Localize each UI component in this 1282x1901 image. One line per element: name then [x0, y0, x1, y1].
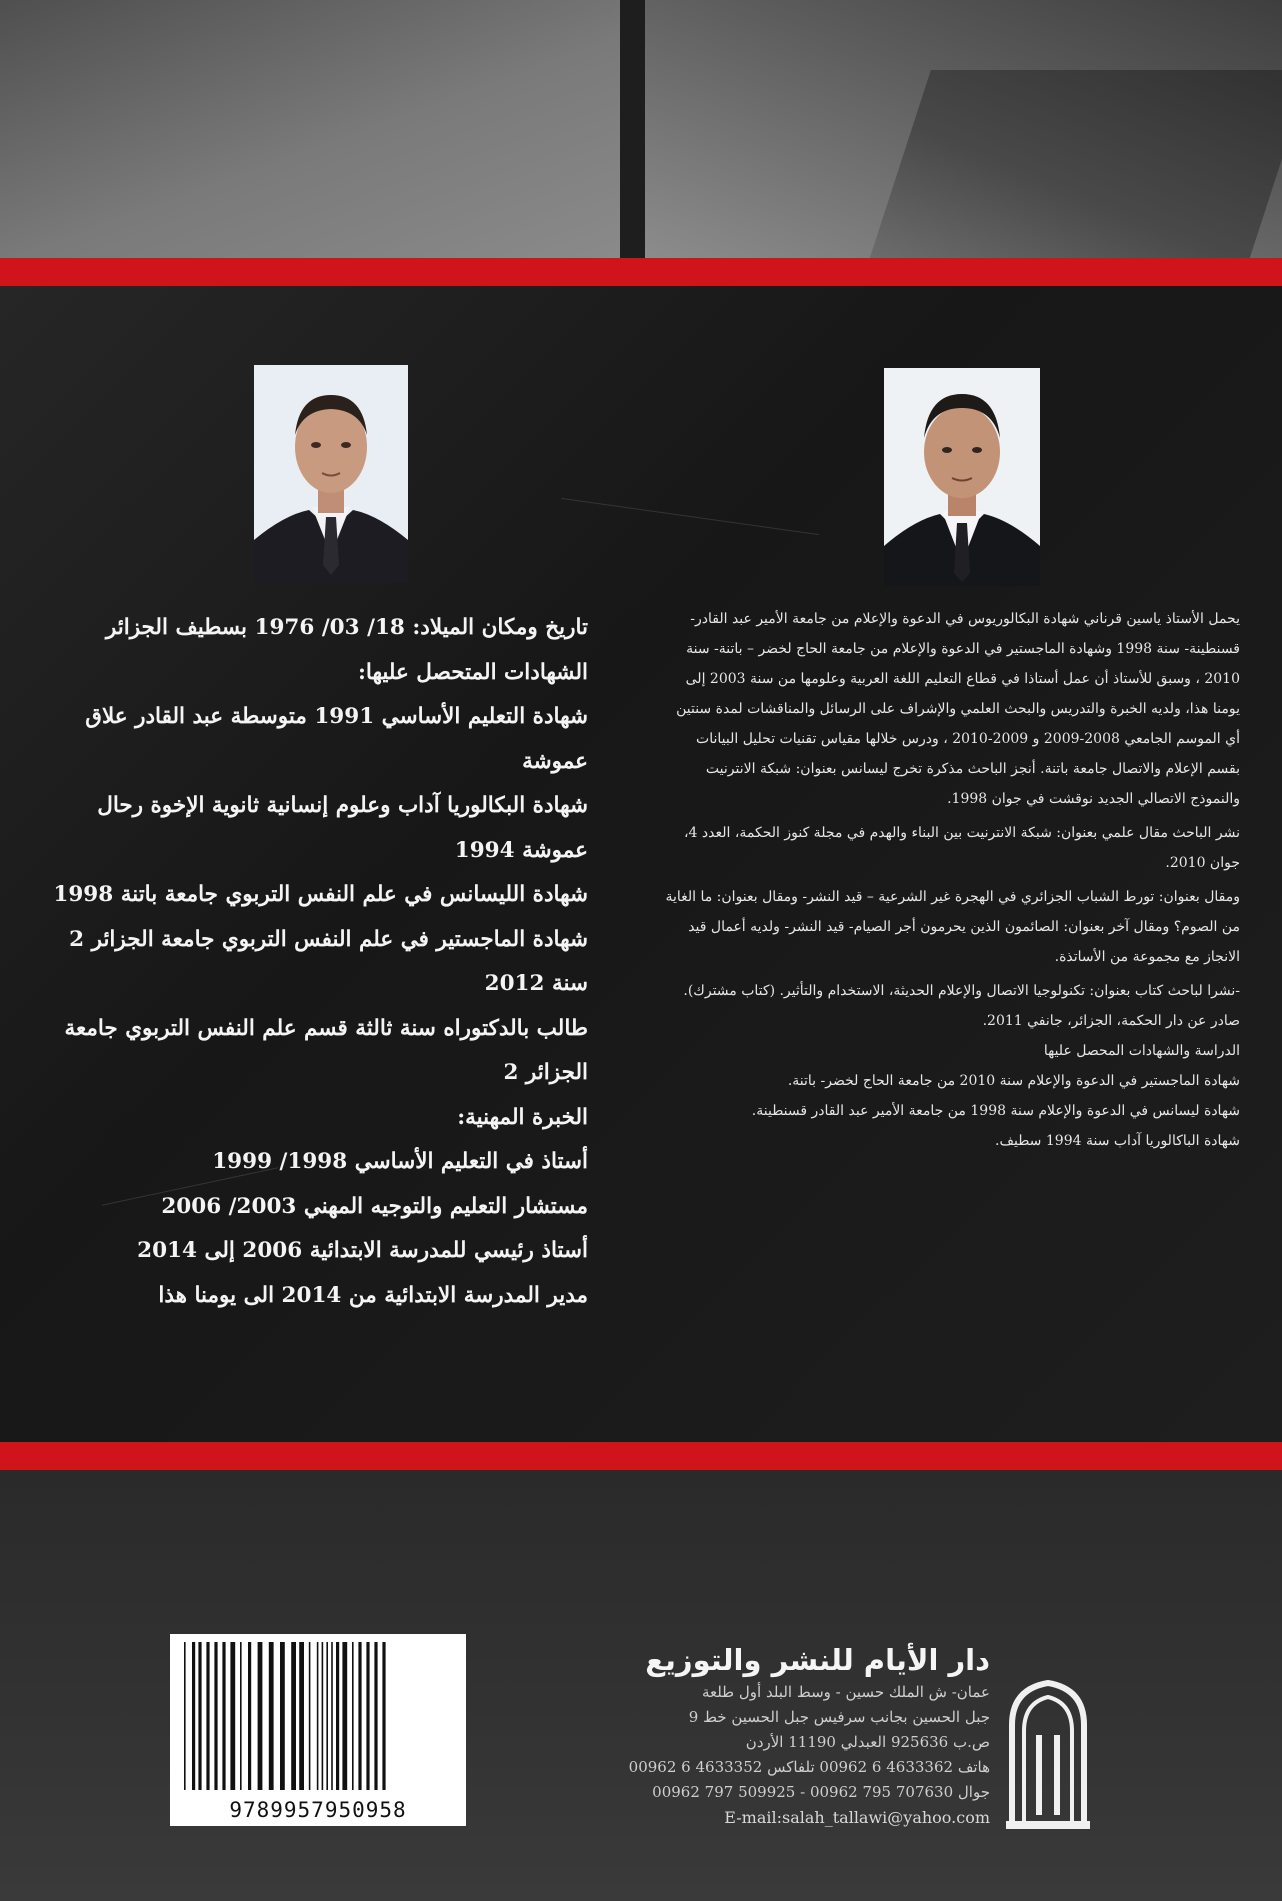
- top-photo-machine-shape: [869, 70, 1282, 260]
- barcode-bars: [170, 1634, 466, 1794]
- barcode-bar: [342, 1642, 347, 1790]
- portrait-left-author: [254, 365, 408, 583]
- barcode-digits: 9789957950958: [229, 1798, 407, 1822]
- barcode-bar: [366, 1642, 369, 1790]
- barcode-bar: [322, 1642, 324, 1790]
- barcode-bar: [214, 1642, 217, 1790]
- bio-line: شهادة التعليم الأساسي 1991 متوسطة عبد القادر علاق: [85, 704, 588, 729]
- bio-line: أستاذ في التعليم الأساسي 1998/ 1999: [212, 1149, 588, 1174]
- bio-line: أستاذ رئيسي للمدرسة الابتدائية 2006 إلى 2014: [137, 1238, 588, 1263]
- right-author-bio: [660, 604, 1240, 1156]
- bio-paragraph: ومقال بعنوان: تورط الشباب الجزائري في الهجرة غير الشرعية – قيد النشر- ومقال بعنوان: ما الغاية من الصوم؟ ومقال آخر بعنوان: الصائمون الذين يحرمون أجر الصيام- قيد النشر- ولديه أعمال قيد الانجاز مع مجموعة من الأساتذة.: [665, 889, 1240, 965]
- barcode-bar: [317, 1642, 319, 1790]
- barcode-bar: [192, 1642, 195, 1790]
- top-photo-left: [0, 0, 620, 258]
- bio-line: شهادة الماجستير في علم النفس التربوي جامعة الجزائر 2: [69, 926, 588, 952]
- bio-line: طالب بالدكتوراه سنة ثالثة قسم علم النفس التربوي جامعة: [64, 1015, 588, 1041]
- barcode-bar: [331, 1642, 333, 1790]
- bio-paragraph: -نشرا لباحث كتاب بعنوان: تكنولوجيا الاتصال والإعلام الحديثة، الاستخدام والتأثير. (كتاب مشترك). صادر عن دار الحكمة، الجزائر، جانفي 2011.: [683, 983, 1240, 1029]
- barcode-bar: [230, 1642, 235, 1790]
- top-photo-divider: [620, 0, 645, 258]
- barcode-bar: [358, 1642, 361, 1790]
- bio-paragraph: نشر الباحث مقال علمي بعنوان: شبكة الانترنيت بين البناء والهدم في مجلة كنوز الحكمة، العدد 4، جوان 2010.: [684, 825, 1240, 871]
- bio-paragraph: شهادة الباكالوريا آداب سنة 1994 سطيف.: [995, 1133, 1240, 1149]
- bio-line: تاريخ ومكان الميلاد: 18/ 03/ 1976 بسطيف الجزائر: [105, 615, 588, 640]
- barcode-bar: [291, 1642, 296, 1790]
- bio-line: الشهادات المتحصل عليها:: [357, 659, 588, 685]
- barcode-bar: [206, 1642, 209, 1790]
- barcode-bar: [336, 1642, 339, 1790]
- barcode-bar: [248, 1642, 251, 1790]
- bio-line: عموشة 1994: [454, 837, 588, 863]
- bio-line: مدير المدرسة الابتدائية من 2014 الى يومنا هذا: [158, 1282, 588, 1308]
- publisher-info: [520, 1640, 990, 1831]
- bio-line: سنة 2012: [484, 971, 588, 996]
- red-band-bottom: [0, 1442, 1282, 1470]
- bio-paragraph: شهادة ليسانس في الدعوة والإعلام سنة 1998 من جامعة الأمير عبد القادر قسنطينة.: [751, 1103, 1240, 1119]
- bio-line: شهادة البكالوريا آداب وعلوم إنسانية ثانوية الإخوة رحال: [97, 793, 588, 818]
- bio-line: شهادة الليسانس في علم النفس التربوي جامعة باتنة 1998: [53, 882, 588, 907]
- publisher-email: E-mail:salah_tallawi@yahoo.com: [724, 1808, 990, 1827]
- bio-line: الخبرة المهنية:: [457, 1104, 588, 1130]
- barcode-bar: [269, 1642, 274, 1790]
- bio-line: مستشار التعليم والتوجيه المهني 2003/ 2006: [161, 1193, 588, 1219]
- publisher-po-box: ص.ب 925636 العبدلي 11190 الأردن: [745, 1733, 990, 1751]
- publisher-logo: [1002, 1675, 1094, 1835]
- isbn-barcode: [170, 1634, 466, 1826]
- barcode-bar: [222, 1642, 225, 1790]
- publisher-address-2: جبل الحسين بجانب سرفيس جبل الحسين خط 9: [688, 1708, 990, 1726]
- bio-paragraph: الدراسة والشهادات المحصل عليها: [1043, 1043, 1240, 1059]
- publisher-address-1: عمان- ش الملك حسين - وسط البلد أول طلعة: [701, 1683, 990, 1701]
- barcode-bar: [280, 1642, 285, 1790]
- barcode-bar: [309, 1642, 311, 1790]
- bio-line: عموشة: [522, 748, 588, 774]
- barcode-bar: [184, 1642, 186, 1790]
- publisher-name: دار الأيام للنشر والتوزيع: [645, 1643, 990, 1677]
- bio-paragraph: يحمل الأستاذ ياسين قرناني شهادة البكالوريوس في الدعوة والإعلام من جامعة الأمير عبد القادر- قسنطينة- سنة 1998 وشهادة الماجستير في الدعوة والإعلام من جامعة الحاج لخضر – باتنة- سنة 2010 ، وسبق للأستاذ أن عمل أستاذا في قطاع التعليم اللغة العربية وعلومها من سنة 2003 إلى يومنا هذا، ولديه الخبرة والتدريس والبحث العلمي والإشراف على الرسائل والمناقشات لمدة سنتين أي الموسم الجامعي 2008-2009 و 2009-2010 ، ودرس خلالها مقياس تقنيات تحليل البيانات بقسم الإعلام والاتصال جامعة باتنة. أنجز الباحث مذكرة تخرج ليسانس بعنوان: شبكة الانترنيت والنموذج الاتصالي الجديد نوقشت في جوان 1998.: [676, 611, 1240, 807]
- scratch-mark: [561, 498, 819, 535]
- top-photo-strip: [0, 0, 1282, 258]
- barcode-bar: [352, 1642, 354, 1790]
- publisher-mobile: جوال 707630 795 00962 - 509925 797 00962: [652, 1783, 990, 1801]
- barcode-bar: [374, 1642, 377, 1790]
- bio-line: الجزائر 2: [503, 1060, 588, 1085]
- left-author-bio: [53, 606, 588, 1318]
- barcode-bar: [258, 1642, 263, 1790]
- portrait-right-author: [884, 368, 1040, 586]
- barcode-bar: [198, 1642, 201, 1790]
- red-band-top: [0, 258, 1282, 286]
- barcode-bar: [299, 1642, 304, 1790]
- barcode-bar: [326, 1642, 328, 1790]
- publisher-phone: هاتف 4633362 6 00962 تلفاكس 4633352 6 00962: [628, 1758, 990, 1776]
- barcode-bar: [382, 1642, 385, 1790]
- bio-paragraph: شهادة الماجستير في الدعوة والإعلام سنة 2010 من جامعة الحاج لخضر- باتنة.: [787, 1073, 1240, 1089]
- barcode-bar: [240, 1642, 242, 1790]
